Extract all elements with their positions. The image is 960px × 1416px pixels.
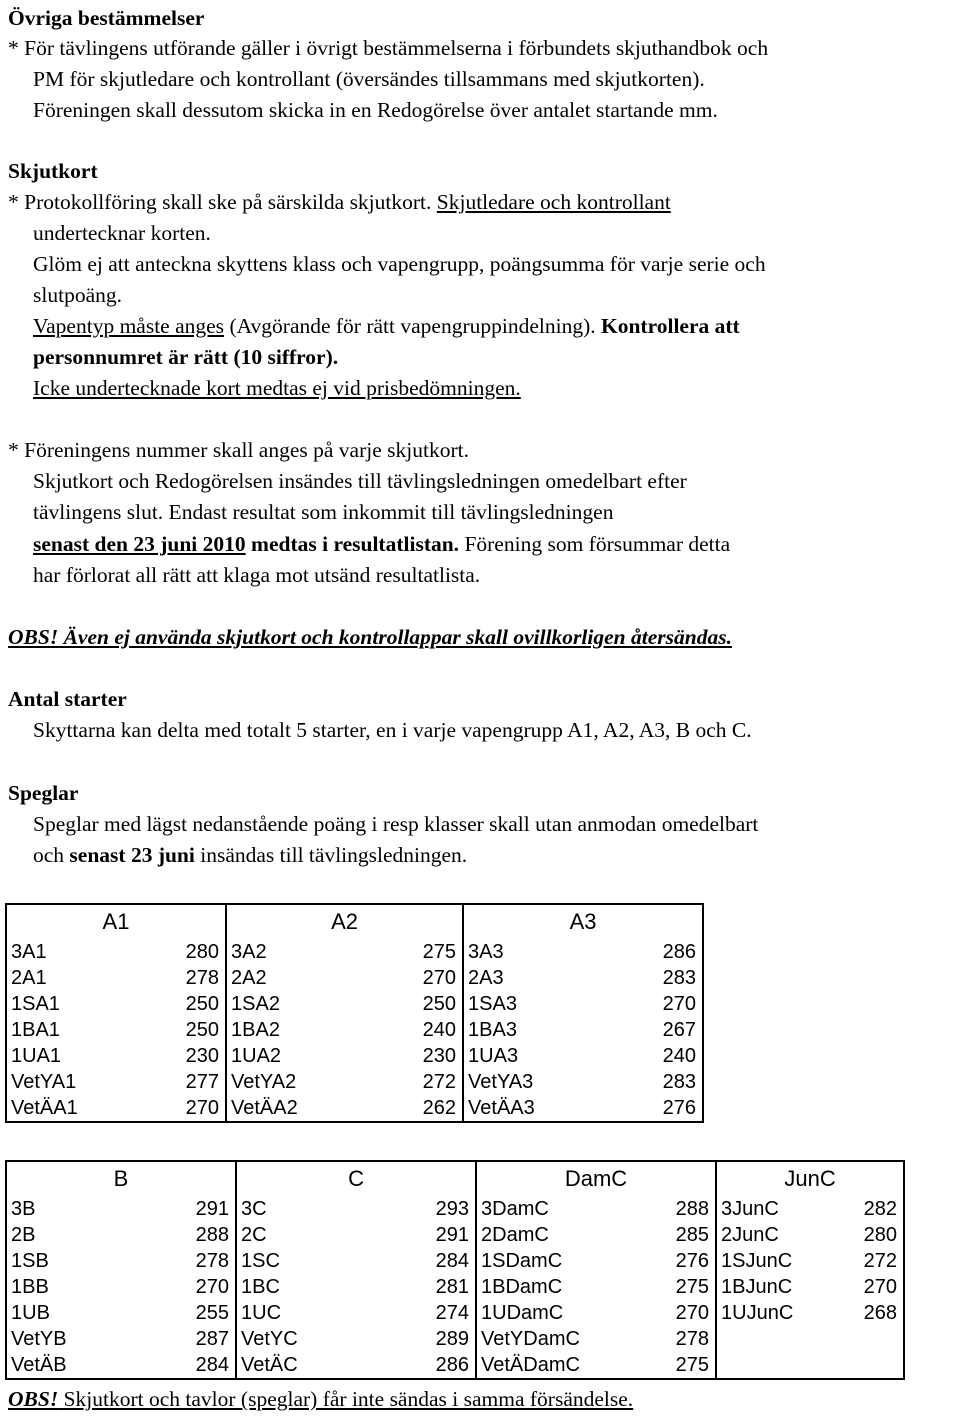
speglar-line-2 (33, 842, 467, 868)
obs-notice-2 (8, 1386, 633, 1412)
min-score-cell: 250 (156, 991, 226, 1017)
skjutkort-line-8: * Föreningens nummer skall anges på varje skjutkort. (8, 438, 469, 462)
class-name-cell: 2DamC (481, 1224, 549, 1246)
class-name-cell (716, 1326, 846, 1352)
min-score-cell: 280 (863, 1224, 898, 1246)
class-name-cell: 1UJunC (721, 1302, 794, 1324)
obs-text-1: Även ej använda skjutkort och kontrollappar skall ovillkorligen återsändas. (58, 625, 732, 649)
class-name-cell: 2JunC (721, 1224, 779, 1246)
speglar-line-2a: och (33, 843, 70, 867)
class-name-cell: 1SDamC (481, 1250, 563, 1272)
class-name-cell: 3B (11, 1198, 36, 1220)
class-name-cell: 1SA2 (231, 993, 280, 1015)
class-name-cell: VetYA3 (468, 1071, 534, 1093)
min-score-cell: 270 (641, 1300, 716, 1326)
min-score-cell: 278 (156, 965, 226, 991)
class-name-cell: 3DamC (481, 1198, 549, 1220)
ovriga-line-1: * För tävlingens utförande gäller i övrigt bestämmelserna i förbundets skjuthandbok och (8, 36, 769, 60)
skjutkort-line-1 (8, 189, 671, 215)
class-name-cell: 1UC (241, 1302, 282, 1324)
skjutkort-line-5c: Kontrollera att (600, 314, 740, 338)
class-name-cell: 1BB (11, 1276, 49, 1298)
min-score-cell: 286 (662, 941, 697, 963)
min-score-cell: 255 (166, 1300, 236, 1326)
min-score-cell: 291 (401, 1222, 476, 1248)
ovriga-line-3: Föreningen skall dessutom skicka in en Redogörelse över antalet startande mm. (33, 98, 718, 122)
class-name-cell: 3A2 (231, 941, 267, 963)
table-row (6, 1095, 703, 1122)
table-a-header-row (6, 904, 703, 939)
min-score-cell: 289 (401, 1326, 476, 1352)
min-score-cell: 250 (156, 1017, 226, 1043)
obs-text-2: Skjutkort och tavlor (speglar) får inte sändas i samma försändelse. (58, 1387, 634, 1411)
class-name-cell: 1BC (241, 1276, 280, 1298)
class-name-cell: VetYA1 (11, 1071, 77, 1093)
min-score-cell: 281 (401, 1274, 476, 1300)
table-row (6, 1043, 703, 1069)
class-name-cell: VetYC (241, 1328, 298, 1350)
class-name-cell: VetÄB (11, 1354, 67, 1376)
class-name-cell: VetÄC (241, 1354, 298, 1376)
class-name-cell: 1BA1 (11, 1019, 60, 1041)
min-score-cell: 286 (401, 1352, 476, 1379)
class-name-cell: 3C (241, 1198, 267, 1220)
table-b-header-c: C (236, 1161, 476, 1196)
table-row (6, 1326, 904, 1352)
skjutkort-line-3: Glöm ej att anteckna skyttens klass och vapengrupp, poängsumma för varje serie och (33, 252, 766, 276)
class-name-cell: 1SB (11, 1250, 49, 1272)
skjutkort-line-5b: (Avgörande för rätt vapengruppindelning). (224, 314, 601, 338)
class-name-cell: 2B (11, 1224, 36, 1246)
min-score-cell: 270 (166, 1274, 236, 1300)
class-name-cell (716, 1352, 846, 1379)
class-name-cell: 1SA1 (11, 993, 60, 1015)
skjutkort-line-2: undertecknar korten. (33, 221, 211, 245)
min-score-cell: 270 (863, 1276, 898, 1298)
class-name-cell: 1BJunC (721, 1276, 793, 1298)
min-score-cell: 270 (662, 993, 697, 1015)
heading-antal-starter: Antal starter (8, 687, 127, 711)
ovriga-line-2: PM för skjutledare och kontrollant (översändes tillsammans med skjutkorten). (33, 67, 705, 91)
class-name-cell: 1UA2 (231, 1045, 282, 1067)
min-score-cell: 270 (156, 1095, 226, 1122)
min-score-cell: 282 (863, 1198, 898, 1220)
min-score-cell (846, 1326, 904, 1352)
obs-label-2: OBS! (8, 1387, 59, 1411)
class-name-cell: 3A1 (11, 941, 47, 963)
min-score-cell: 283 (662, 967, 697, 989)
speglar-deadline: senast 23 juni (69, 843, 195, 867)
min-score-cell: 277 (156, 1069, 226, 1095)
skjutkort-line-1b: Skjutledare och kontrollant (436, 190, 671, 214)
speglar-table-b (5, 1160, 905, 1380)
class-name-cell: 1UB (11, 1302, 50, 1324)
table-b-header-damc: DamC (476, 1161, 716, 1196)
class-name-cell: 3JunC (721, 1198, 779, 1220)
min-score-cell: 272 (863, 1250, 898, 1272)
table-row (6, 965, 703, 991)
class-name-cell: 1BA3 (468, 1019, 517, 1041)
skjutkort-line-12: har förlorat all rätt att klaga mot utsänd resultatlista. (33, 563, 481, 587)
table-row (6, 939, 703, 965)
skjutkort-line-4: slutpoäng. (33, 283, 122, 307)
min-score-cell: 275 (391, 939, 463, 965)
class-name-cell: VetÄA1 (11, 1097, 78, 1119)
min-score-cell: 285 (641, 1222, 716, 1248)
min-score-cell: 287 (166, 1326, 236, 1352)
table-a-header-a3: A3 (569, 909, 597, 934)
class-name-cell: 1SA3 (468, 993, 517, 1015)
min-score-cell: 275 (641, 1274, 716, 1300)
min-score-cell: 267 (662, 1019, 697, 1041)
min-score-cell: 276 (641, 1248, 716, 1274)
min-score-cell: 284 (166, 1352, 236, 1379)
class-name-cell: 2A3 (468, 967, 504, 989)
class-name-cell: VetYA2 (231, 1071, 297, 1093)
table-b-header-row (6, 1161, 904, 1196)
min-score-cell: 280 (156, 939, 226, 965)
table-a-header-a2: A2 (226, 904, 463, 939)
skjutkort-line-9: Skjutkort och Redogörelsen insändes till tävlingsledningen omedelbart efter (33, 469, 687, 493)
speglar-line-2c: insändas till tävlingsledningen. (194, 843, 468, 867)
class-name-cell: 1UA3 (468, 1045, 519, 1067)
table-row (6, 1248, 904, 1274)
class-name-cell: 1UA1 (11, 1045, 62, 1067)
deadline-text: senast den 23 juni 2010 (33, 532, 246, 556)
skjutkort-line-1a: * Protokollföring skall ske på särskilda skjutkort. (8, 190, 437, 214)
min-score-cell: 270 (391, 965, 463, 991)
speglar-line-1: Speglar med lägst nedanstående poäng i resp klasser skall utan anmodan omedelbart (33, 812, 759, 836)
min-score-cell: 291 (166, 1196, 236, 1222)
class-name-cell: 2A1 (11, 967, 47, 989)
class-name-cell: 3A3 (468, 941, 504, 963)
class-name-cell: 2C (241, 1224, 267, 1246)
class-name-cell: 2A2 (231, 967, 267, 989)
class-name-cell: 1SC (241, 1250, 280, 1272)
min-score-cell: 230 (391, 1043, 463, 1069)
class-name-cell: VetYDamC (481, 1328, 580, 1350)
table-row (6, 1352, 904, 1379)
table-b-header-junc: JunC (784, 1166, 836, 1191)
min-score-cell: 283 (662, 1071, 697, 1093)
table-row (6, 1222, 904, 1248)
min-score-cell: 284 (401, 1248, 476, 1274)
class-name-cell: 1BA2 (231, 1019, 280, 1041)
skjutkort-line-11 (33, 531, 730, 557)
class-name-cell: VetYB (11, 1328, 67, 1350)
skjutkort-line-7: Icke undertecknade kort medtas ej vid prisbedömningen. (33, 376, 521, 400)
min-score-cell: 262 (391, 1095, 463, 1122)
heading-skjutkort: Skjutkort (8, 159, 98, 183)
obs-label-1: OBS! (8, 625, 59, 649)
min-score-cell: 240 (662, 1045, 697, 1067)
table-a-header-a1: A1 (6, 904, 226, 939)
min-score-cell (846, 1352, 904, 1379)
min-score-cell: 293 (401, 1196, 476, 1222)
min-score-cell: 288 (166, 1222, 236, 1248)
obs-notice-1 (8, 624, 732, 650)
table-row (6, 991, 703, 1017)
min-score-cell: 278 (166, 1248, 236, 1274)
min-score-cell: 240 (391, 1017, 463, 1043)
table-row (6, 1017, 703, 1043)
heading-speglar: Speglar (8, 781, 79, 805)
min-score-cell: 288 (641, 1196, 716, 1222)
min-score-cell: 268 (863, 1302, 898, 1324)
table-b-header-b: B (6, 1161, 236, 1196)
min-score-cell: 274 (401, 1300, 476, 1326)
min-score-cell: 275 (641, 1352, 716, 1379)
min-score-cell: 250 (391, 991, 463, 1017)
class-name-cell: VetÄA2 (231, 1097, 298, 1119)
table-row (6, 1274, 904, 1300)
min-score-cell: 276 (662, 1097, 697, 1119)
skjutkort-line-5 (33, 313, 740, 339)
min-score-cell: 230 (156, 1043, 226, 1069)
skjutkort-line-5a: Vapentyp måste anges (33, 314, 225, 338)
class-name-cell: 1BDamC (481, 1276, 563, 1298)
skjutkort-line-6: personnumret är rätt (10 siffror). (33, 345, 339, 369)
class-name-cell: VetÄA3 (468, 1097, 535, 1119)
class-name-cell: 1UDamC (481, 1302, 564, 1324)
min-score-cell: 272 (391, 1069, 463, 1095)
min-score-cell: 278 (641, 1326, 716, 1352)
table-row (6, 1196, 904, 1222)
antal-text: Skyttarna kan delta med totalt 5 starter, en i varje vapengrupp A1, A2, A3, B och C. (33, 718, 752, 742)
skjutkort-line-11b: medtas i resultatlistan. (245, 532, 460, 556)
class-name-cell: VetÄDamC (481, 1354, 580, 1376)
table-row (6, 1300, 904, 1326)
speglar-table-a (5, 903, 704, 1123)
table-row (6, 1069, 703, 1095)
heading-ovriga: Övriga bestämmelser (8, 6, 205, 30)
class-name-cell: 1SJunC (721, 1250, 793, 1272)
skjutkort-line-10: tävlingens slut. Endast resultat som inkommit till tävlingsledningen (33, 500, 614, 524)
skjutkort-line-11c: Förening som försummar detta (459, 532, 731, 556)
